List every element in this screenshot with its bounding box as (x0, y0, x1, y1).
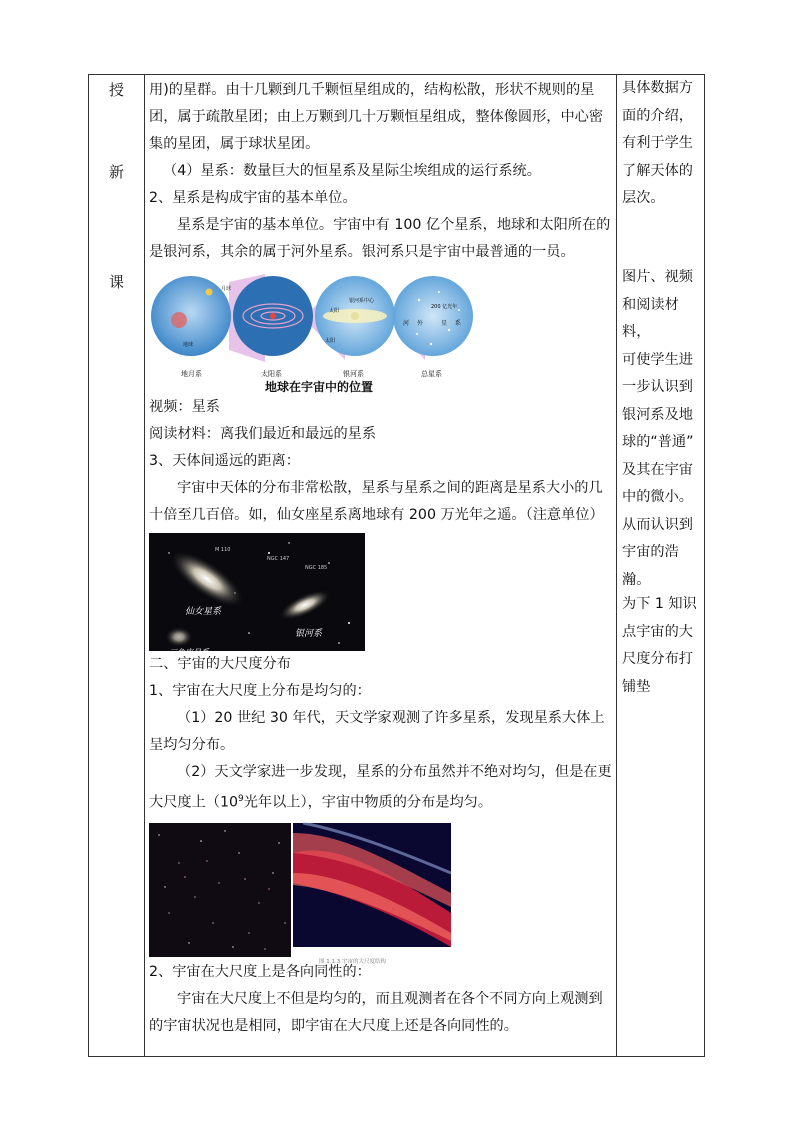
teaching-notes-2 (622, 264, 704, 594)
label-galactic-center: 银河系中心 (349, 298, 375, 304)
label-earth: 地球 (183, 342, 194, 348)
label-distance: 200 亿光年 (431, 304, 458, 310)
label-moon: 月球 (221, 286, 232, 292)
paragraph: （2）天文学家进一步发现，星系的分布虽然并不绝对均匀，但是在更大尺度上（$10^9$光年以上），宇宙中物质的分布是均匀。 (149, 764, 612, 811)
paragraph: 宇宙中天体的分布非常松散，星系与星系之间的距离是星系大小的几十倍至几百倍。如，仙女座星系离地球有 200 万光年之遥。（注意单位） (149, 480, 604, 523)
note-line: 图片、视频 (622, 269, 693, 285)
note-line: 宇宙的浩瀚。 (622, 544, 679, 588)
label-sun: 太阳 (329, 308, 340, 314)
note-line: 中的微小。 (622, 489, 693, 505)
heading: 1、宇宙在大尺度上分布是均匀的： (149, 683, 371, 699)
teaching-notes-3 (622, 591, 704, 701)
label-andromeda: 仙女星系 (185, 607, 222, 617)
side-label: 课 (109, 273, 125, 291)
large-scale-figure (149, 823, 615, 965)
note-line: 一步认识到 (622, 379, 693, 395)
note-line: 面的介绍， (622, 107, 693, 124)
large-scale-structure-photo (293, 823, 451, 947)
label-milky-way-2: 银河系 (295, 629, 323, 639)
section-heading: 二、宇宙的大尺度分布 (149, 656, 291, 672)
paragraph: 宇宙在大尺度上不但是均匀的，而且观测者在各个不同方向上观测到的宇宙状况也是相同，即宇宙在大尺度上还是各向同性的。 (149, 990, 603, 1034)
heading: 2、星系是构成宇宙的基本单位。 (149, 190, 357, 206)
note-line: 了解天体的 (622, 162, 693, 179)
note-line: 尺度分布打 (622, 651, 693, 667)
label-sun-2: 太阳 (325, 338, 336, 344)
galaxy-photo (149, 533, 365, 657)
star-field-photo (149, 823, 291, 957)
main-content (149, 77, 615, 1040)
side-label: 新 (109, 163, 125, 181)
note-line: 可使学生进 (622, 351, 693, 368)
note-line: 从而认识到 (622, 516, 693, 533)
figure-caption: 地球在宇宙中的位置 (264, 380, 373, 394)
label-total-galaxy: 总星系 (421, 370, 442, 378)
figure-caption-small: 图 1.1.3 宇宙的大尺度结构 (319, 958, 386, 965)
reading-line: 阅读材料：离我们最近和最远的星系 (149, 426, 377, 442)
paragraph: 用)的星群。由十几颗到几千颗恒星组成的，结构松散，形状不规则的星团，属于疏散星团；由上万颗到几十万颗恒星组成，整体像圆形，中心密集的星团，属于球状星团。 (149, 82, 604, 152)
column-divider (144, 75, 145, 1056)
paragraph: （1）20 世纪 30 年代，天文学家观测了许多星系，发现星系大体上呈均匀分布。 (149, 710, 605, 753)
lesson-table (88, 74, 705, 1057)
star-field-image (149, 823, 291, 957)
paragraph: 星系是宇宙的基本单位。宇宙中有 100 亿个星系，地球和太阳所在的是银河系，其余的属于河外星系。银河系只是宇宙中最普通的一员。 (149, 217, 611, 260)
label-ngc185: NGC 185 (305, 565, 328, 571)
label-xing: 星 (441, 320, 448, 327)
label-wai: 外 (417, 320, 424, 327)
label-ngc147: NGC 147 (267, 556, 290, 562)
heading: 3、天体间遥远的距离： (149, 453, 300, 469)
note-line: 银河系及地 (622, 406, 693, 423)
note-line: 点宇宙的大 (622, 623, 693, 640)
note-line: 层次。 (622, 190, 665, 206)
large-scale-structure-image (293, 823, 451, 947)
label-m110: M 110 (215, 547, 231, 553)
label-xi: 系 (455, 320, 462, 327)
note-line: 球的“普通” (622, 434, 694, 450)
note-line: 及其在宇宙 (622, 461, 693, 478)
label-earth-moon: 地月系 (181, 370, 202, 378)
column-divider (616, 75, 617, 1056)
label-solar: 太阳系 (261, 370, 282, 378)
note-line: 铺垫 (622, 678, 651, 695)
galaxies-image (149, 533, 365, 651)
teaching-notes-1 (622, 75, 704, 213)
heading: 2、宇宙在大尺度上是各向同性的： (149, 963, 371, 980)
label-he: 河 (403, 320, 410, 327)
cosmic-hierarchy-diagram (149, 270, 479, 370)
label-milky-way: 银河系 (343, 370, 364, 378)
note-line: 有利于学生 (622, 135, 693, 151)
note-line: 为下 1 知识 (622, 596, 697, 612)
note-line: 和阅读材料， (622, 296, 679, 340)
label-triangulum: 三角座星系 (169, 648, 209, 657)
side-label: 授 (109, 81, 125, 99)
figure-earth-position (149, 270, 615, 394)
paragraph: （4）星系：数量巨大的恒星系及星际尘埃组成的运行系统。 (163, 163, 541, 179)
video-line: 视频：星系 (149, 399, 220, 415)
note-line: 具体数据方 (622, 80, 693, 96)
